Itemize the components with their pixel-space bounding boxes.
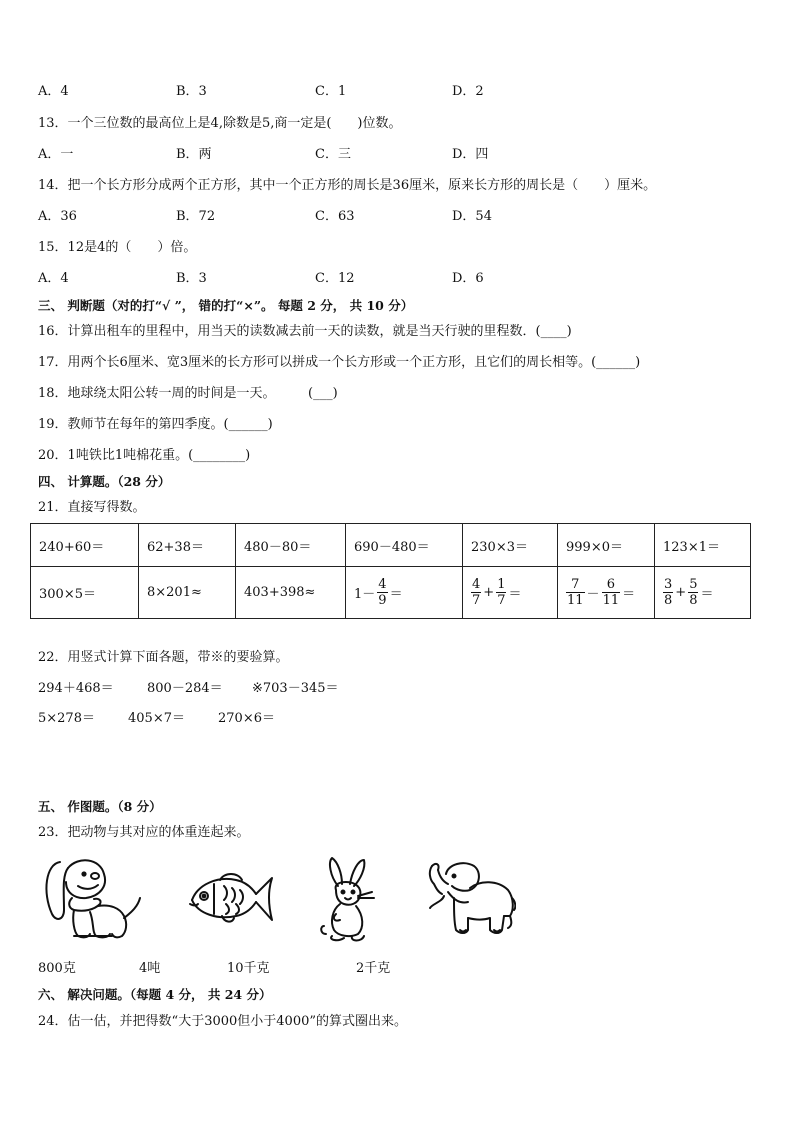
table-cell: 62+38＝ [139,524,236,567]
table-cell [463,567,558,619]
fraction: $\frac{4}{7}$ [472,577,481,608]
q15-option-b: B．3 [176,271,207,286]
vertical-calc-item: 5×278＝ [38,711,95,726]
expr-prefix: 1－ [354,587,376,602]
fraction: $\frac{4}{9}$ [378,577,387,608]
vertical-calc-item: 800－284＝ [147,681,223,696]
q15-option-a: A．4 [38,271,69,286]
table-cell: 999×0＝ [558,524,655,567]
rabbit-icon [316,856,378,942]
question-19: 19．教师节在每年的第四季度。(______) [38,417,273,432]
weight-label: 2千克 [356,961,391,976]
operator: － [586,587,600,602]
fraction: $\frac{5}{8}$ [689,577,698,608]
question-18: 18．地球绕太阳公转一周的时间是一天。 (___) [38,386,338,401]
q14-option-c: C．63 [315,209,355,224]
q13-option-c: C．三 [315,147,351,162]
fraction: $\frac{3}{8}$ [664,577,673,608]
operator: + [675,585,687,600]
question-13: 13．一个三位数的最高位上是4,除数是5,商一定是( )位数。 [38,116,402,131]
section-4-heading: 四、 计算题。（28 分） [38,474,171,489]
q12-option-a: A．4 [38,84,69,99]
weight-label: 4吨 [139,961,161,976]
fish-icon [184,870,276,926]
mental-math-table [30,523,751,619]
table-row [31,567,751,619]
q14-option-b: B．72 [176,209,216,224]
table-cell: 690－480＝ [346,524,463,567]
section-3-heading: 三、 判断题（对的打“√ ”， 错的打“×”。 每题 2 分， 共 10 分） [38,298,414,313]
q15-option-c: C．12 [315,271,355,286]
vertical-calc-item: 405×7＝ [128,711,185,726]
question-21: 21．直接写得数。 [38,500,146,515]
q12-option-d: D．2 [452,84,484,99]
vertical-calc-item: 294＋468＝ [38,681,114,696]
vertical-calc-item: ※703－345＝ [252,681,339,696]
q12-option-b: B．3 [176,84,207,99]
weight-label: 10千克 [227,961,270,976]
table-cell [655,567,751,619]
q14-option-a: A．36 [38,209,77,224]
q13-option-b: B．两 [176,147,212,162]
table-row [31,524,751,567]
table-cell [346,567,463,619]
table-cell: 480－80＝ [236,524,346,567]
question-24: 24．估一估，并把得数“大于3000但小于4000”的算式圈出来。 [38,1014,408,1029]
question-15: 15．12是4的（ ）倍。 [38,240,197,255]
q15-option-d: D．6 [452,271,484,286]
elephant-icon [424,858,516,938]
table-cell: 300×5＝ [31,567,139,619]
equals: ＝ [700,587,714,602]
table-cell: 240+60＝ [31,524,139,567]
table-cell [558,567,655,619]
question-17: 17．用两个长6厘米、宽3厘米的长方形可以拼成一个长方形或一个正方形，且它们的周长相等。(______) [38,355,641,370]
fraction: $\frac{7}{11}$ [567,577,584,608]
operator: + [483,585,495,600]
fraction: $\frac{6}{11}$ [602,577,620,608]
table-cell: 8×201≈ [139,567,236,619]
question-20: 20．1吨铁比1吨棉花重。(________) [38,448,251,463]
fraction: $\frac{1}{7}$ [497,577,506,608]
section-6-heading: 六、 解决问题。（每题 4 分， 共 24 分） [38,987,272,1002]
weight-label: 800克 [38,961,76,976]
table-cell: 403+398≈ [236,567,346,619]
question-23: 23．把动物与其对应的体重连起来。 [38,825,250,840]
vertical-calc-item: 270×6＝ [218,711,275,726]
q13-option-d: D．四 [452,147,489,162]
equals: ＝ [622,587,636,602]
question-14: 14．把一个长方形分成两个正方形，其中一个正方形的周长是36厘米，原来长方形的周长是（ ）厘米。 [38,178,657,193]
q12-option-c: C．1 [315,84,347,99]
equals: ＝ [508,587,522,602]
q14-option-d: D．54 [452,209,492,224]
equals: ＝ [389,587,403,602]
table-cell: 230×3＝ [463,524,558,567]
q13-option-a: A．一 [38,147,74,162]
dog-icon [38,852,144,944]
question-22: 22．用竖式计算下面各题，带※的要验算。 [38,650,289,665]
table-cell: 123×1＝ [655,524,751,567]
section-5-heading: 五、 作图题。（8 分） [38,799,162,814]
question-16: 16．计算出租车的里程中，用当天的读数减去前一天的读数，就是当天行驶的里程数．(____) [38,324,572,339]
